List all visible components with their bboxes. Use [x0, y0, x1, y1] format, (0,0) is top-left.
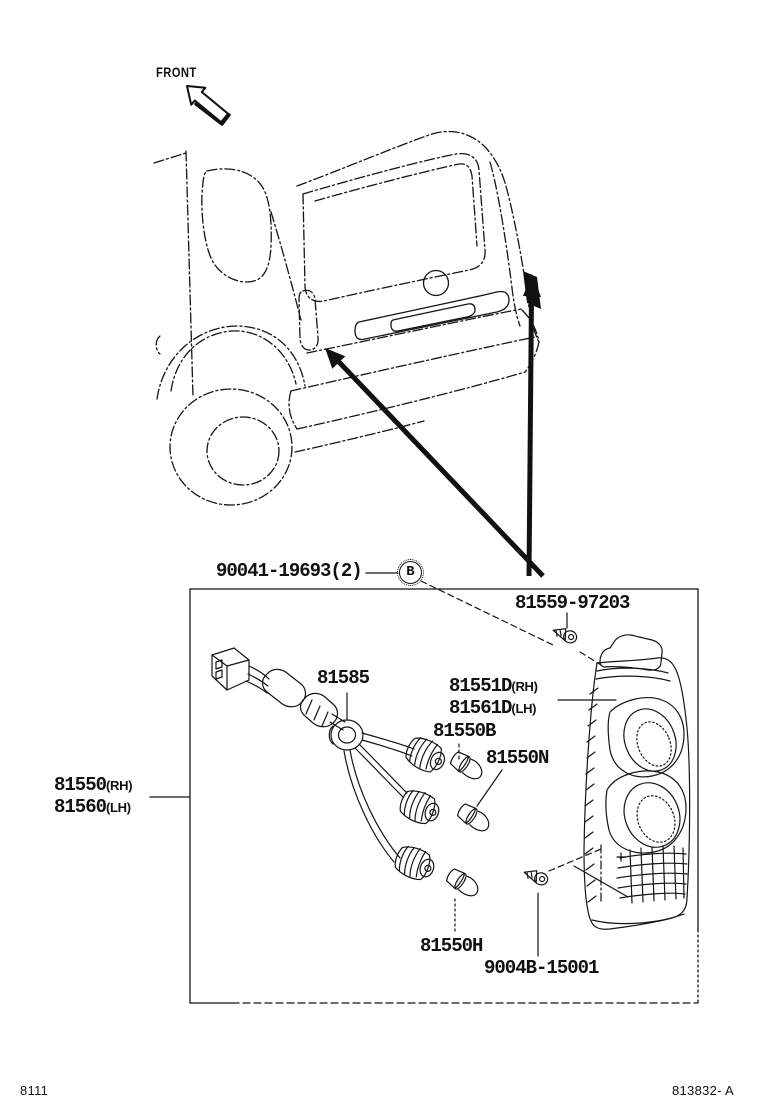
part-label-81550b: 81550B	[433, 720, 496, 742]
footer-page-number: 8111	[20, 1083, 49, 1098]
part-number-text: 81551D	[449, 675, 512, 697]
part-label-81585: 81585	[317, 667, 370, 689]
part-number-text: 81550	[54, 774, 107, 796]
side-rh-text: (RH)	[106, 778, 133, 793]
part-label-81550h: 81550H	[420, 935, 483, 957]
part-label-81551d-81561d	[449, 675, 538, 719]
part-number-text: 90041-19693	[216, 560, 331, 582]
bulb-81550h-drawing	[444, 866, 482, 899]
part-number-text: 81561D	[449, 697, 512, 719]
footer-doc-number: 813832- A	[672, 1083, 734, 1098]
bulb-81550n-drawing	[455, 801, 493, 834]
part-label-90041-19693	[216, 560, 362, 582]
front-direction-label: FRONT	[156, 64, 197, 80]
part-label-81559-97203: 81559-97203	[515, 592, 630, 614]
tail-lamp-location-arrows	[325, 274, 543, 576]
part-number-text: 81560	[54, 796, 107, 818]
part-label-9004b-15001: 9004B-15001	[484, 957, 599, 979]
screw-81559-drawing	[551, 626, 578, 644]
side-lh-text: (LH)	[511, 701, 537, 716]
part-label-81550n: 81550N	[486, 747, 549, 769]
callout-b-letter: B	[406, 564, 415, 580]
vehicle-rear-illustration	[154, 132, 541, 505]
side-rh-text: (RH)	[511, 679, 538, 694]
side-lh-text: (LH)	[106, 800, 131, 815]
screw-9004b-drawing	[522, 868, 549, 886]
callout-b-badge	[399, 561, 422, 584]
tail-lamp-assembly-drawing	[584, 635, 690, 929]
part-label-81550-81560	[54, 774, 132, 818]
bulb-81550b-drawing	[448, 749, 486, 782]
part-qty-text: (2)	[330, 560, 362, 582]
northwest-arrow-icon	[187, 86, 229, 124]
